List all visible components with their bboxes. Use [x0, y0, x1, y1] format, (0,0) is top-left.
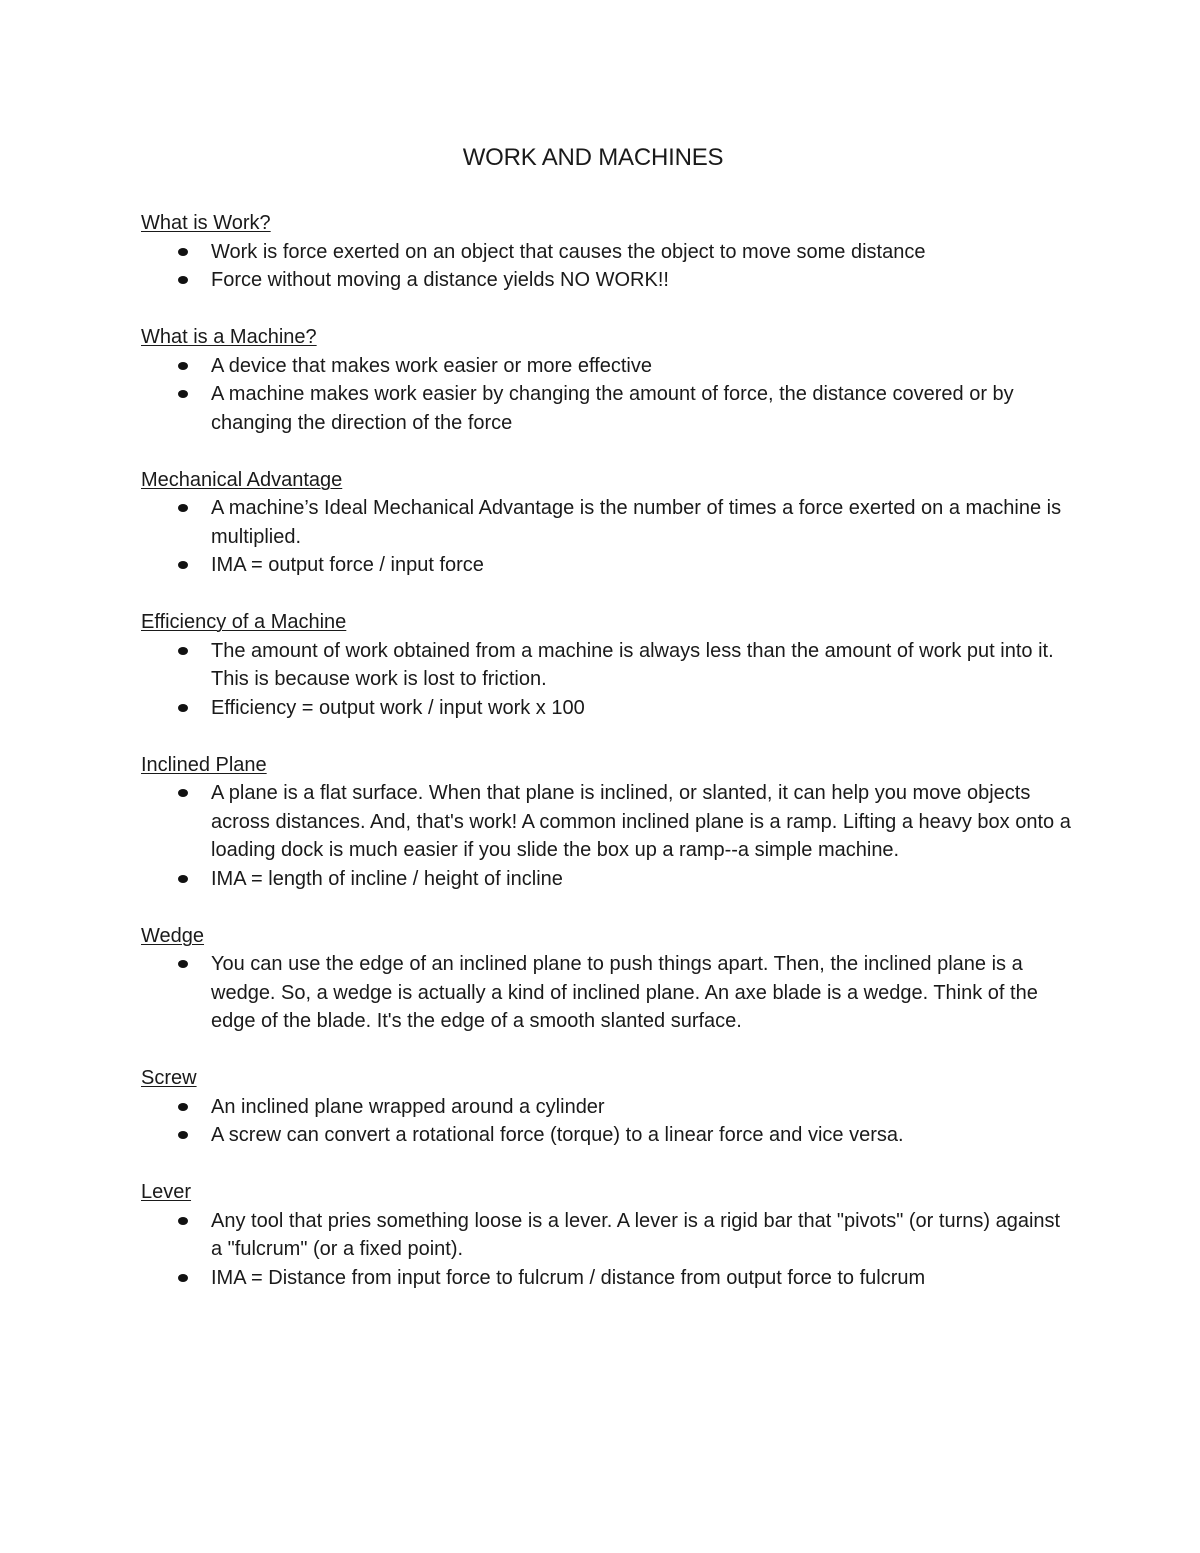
list-item: [141, 352, 1071, 381]
section-heading: Mechanical Advantage: [141, 468, 343, 491]
section-screw: [141, 1064, 1071, 1150]
list-item-text: Any tool that pries something loose is a lever. A lever is a rigid bar that "pivots" (or turns) against a "fulcrum" (or a fixed point).: [211, 1209, 1061, 1260]
section-mechanical-advantage: [141, 466, 1071, 580]
bullet-list: [141, 1093, 1071, 1150]
list-item: [141, 865, 1071, 894]
bullet-icon: [178, 504, 188, 512]
list-item: [141, 494, 1071, 551]
bullet-list: [141, 494, 1071, 580]
list-item-text: You can use the edge of an inclined plane to push things apart. Then, the inclined plane is a wedge. So, a wedge is actually a kind of inclined plane. An axe blade is a wedge. Think of the edge of the blade. It's the edge of a smooth slanted surface.: [211, 953, 1038, 1032]
section-heading: What is Work?: [141, 212, 271, 234]
list-item: [141, 238, 1071, 267]
list-item-text: Efficiency = output work / input work x 100: [211, 696, 585, 719]
list-item-text: A machine’s Ideal Mechanical Advantage is the number of times a force exerted on a machine is multiplied.: [211, 497, 1062, 548]
bullet-list: [141, 637, 1071, 723]
list-item: [141, 551, 1071, 580]
bullet-icon: [178, 1217, 188, 1225]
list-item-text: A device that makes work easier or more effective: [211, 354, 652, 377]
bullet-icon: [178, 875, 188, 883]
list-item-text: Force without moving a distance yields NO WORK!!: [211, 269, 669, 291]
section-lever: [141, 1178, 1071, 1292]
bullet-list: [141, 950, 1071, 1036]
document-page: [141, 138, 1071, 1321]
list-item: [141, 950, 1071, 1036]
list-item: [141, 380, 1071, 437]
section-heading: Wedge: [141, 924, 205, 947]
section-inclined-plane: [141, 751, 1071, 894]
section-heading: What is a Machine?: [141, 326, 317, 348]
bullet-icon: [178, 1103, 188, 1111]
list-item: [141, 266, 1071, 295]
bullet-icon: [178, 561, 188, 569]
bullet-icon: [178, 390, 188, 398]
section-heading: Inclined Plane: [141, 753, 267, 776]
bullet-icon: [178, 647, 188, 655]
list-item-text: Work is force exerted on an object that causes the object to move some distance: [211, 240, 926, 263]
list-item-text: IMA = Distance from input force to fulcrum / distance from output force to fulcrum: [211, 1266, 926, 1289]
list-item-text: IMA = output force / input force: [211, 554, 484, 576]
bullet-icon: [178, 362, 188, 370]
bullet-list: [141, 1207, 1071, 1293]
list-item: [141, 1264, 1071, 1293]
list-item: [141, 779, 1071, 865]
bullet-icon: [178, 248, 188, 256]
section-wedge: [141, 922, 1071, 1036]
section-efficiency: [141, 608, 1071, 722]
bullet-icon: [178, 960, 188, 968]
bullet-list: [141, 352, 1071, 438]
section-heading: Screw: [141, 1067, 197, 1089]
bullet-icon: [178, 1274, 188, 1282]
list-item: [141, 1207, 1071, 1264]
page-title: WORK AND MACHINES: [462, 144, 724, 171]
section-heading: Lever: [141, 1181, 192, 1203]
list-item-text: A screw can convert a rotational force (torque) to a linear force and vice versa.: [211, 1124, 904, 1146]
bullet-list: [141, 779, 1071, 893]
list-item-text: An inclined plane wrapped around a cylinder: [211, 1095, 605, 1118]
bullet-icon: [178, 276, 188, 284]
list-item-text: The amount of work obtained from a machine is always less than the amount of work put into it. This is because work is lost to friction.: [211, 639, 1054, 690]
list-item: [141, 1121, 1071, 1150]
bullet-icon: [178, 704, 188, 712]
bullet-list: [141, 238, 1071, 295]
section-heading: Efficiency of a Machine: [141, 611, 347, 633]
section-what-is-a-machine: [141, 323, 1071, 437]
list-item: [141, 694, 1071, 723]
bullet-icon: [178, 1131, 188, 1139]
bullet-icon: [178, 789, 188, 797]
list-item-text: A machine makes work easier by changing the amount of force, the distance covered or by changing the direction of the force: [211, 383, 1014, 434]
section-what-is-work: [141, 209, 1071, 295]
list-item-text: A plane is a flat surface. When that plane is inclined, or slanted, it can help you move objects across distances. And, that's work! A common inclined plane is a ramp. Lifting a heavy box onto a loading dock is much easier if you slide the box up a ramp--a simple machine.: [211, 782, 1071, 861]
list-item: [141, 637, 1071, 694]
list-item-text: IMA = length of incline / height of incline: [211, 867, 563, 890]
list-item: [141, 1093, 1071, 1122]
